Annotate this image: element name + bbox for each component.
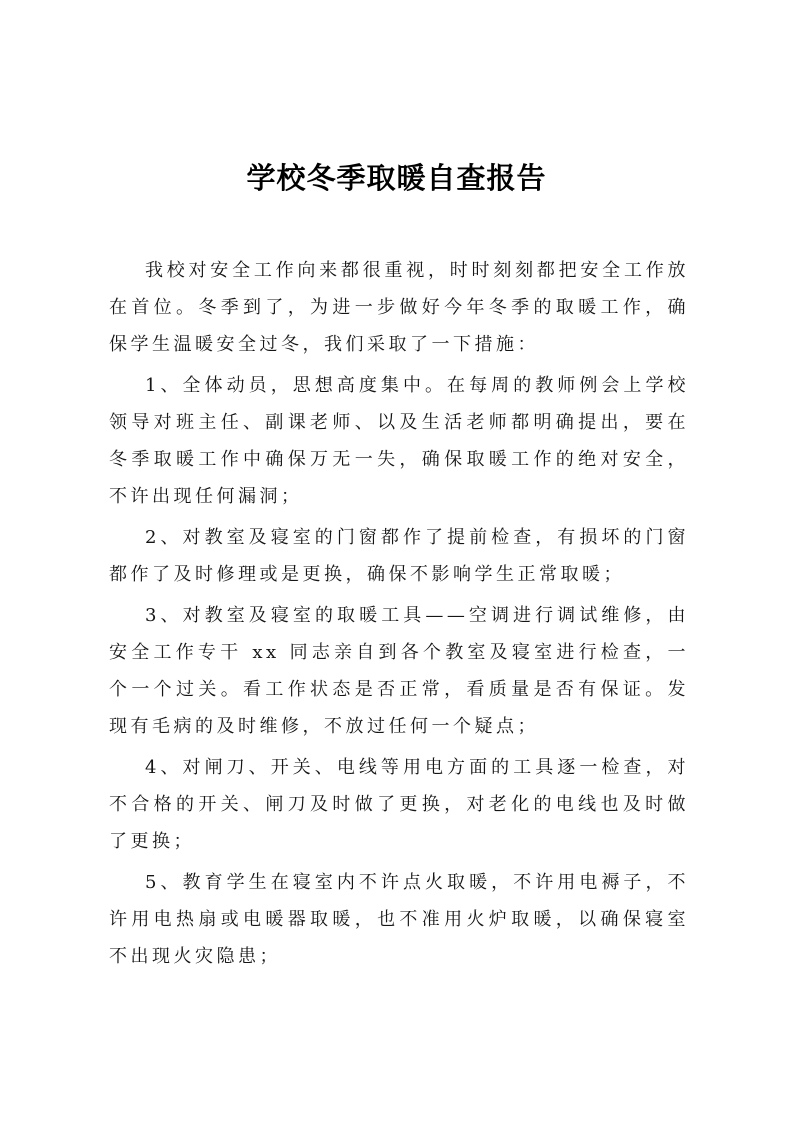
paragraph-item-3: 3、对教室及寝室的取暖工具——空调进行调试维修，由安全工作专干 xx 同志亲自到各个教室及寝室进行检查，一个一个过关。看工作状态是否正常，看质量是否有保证。发现有毛病的及时维修，不放过任何一个疑点； [109, 605, 689, 737]
document-body [109, 252, 689, 979]
paragraph-item-4: 4、对闸刀、开关、电线等用电方面的工具逐一检查，对不合格的开关、闸刀及时做了更换，对老化的电线也及时做了更换； [109, 757, 689, 852]
paragraph-item-2: 2、对教室及寝室的门窗都作了提前检查，有损坏的门窗都作了及时修理或是更换，确保不影响学生正常取暖； [109, 527, 689, 585]
paragraph-item-1: 1、全体动员，思想高度集中。在每周的教师例会上学校领导对班主任、副课老师、以及生活老师都明确提出，要在冬季取暖工作中确保万无一失，确保取暖工作的绝对安全，不许出现任何漏洞； [109, 375, 689, 507]
paragraph-intro: 我校对安全工作向来都很重视，时时刻刻都把安全工作放在首位。冬季到了，为进一步做好今年冬季的取暖工作，确保学生温暖安全过冬，我们采取了一下措施： [109, 260, 689, 355]
document-title: 学校冬季取暖自查报告 [246, 161, 547, 195]
paragraph-item-5: 5、教育学生在寝室内不许点火取暖，不许用电褥子，不许用电热扇或电暖器取暖，也不准用火炉取暖，以确保寝室不出现火灾隐患； [109, 872, 689, 967]
